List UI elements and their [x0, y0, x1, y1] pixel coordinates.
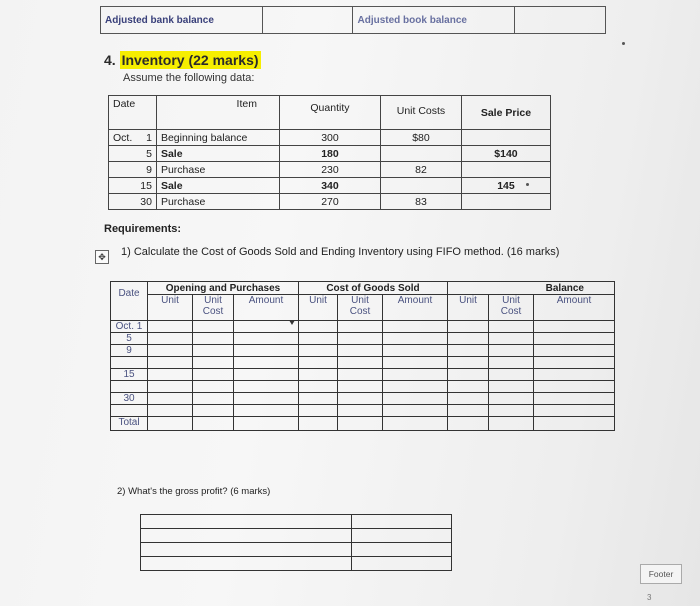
table-row: 15 [111, 369, 615, 381]
table-row: 5 [111, 333, 615, 345]
fifo-col-date: Date [111, 282, 148, 321]
adjusted-bank-balance-label: Adjusted bank balance [101, 7, 263, 34]
table-row: 15 Sale 340 145 [109, 178, 551, 194]
col-unit-costs: Unit Costs [380, 96, 461, 130]
footer-label[interactable]: Footer [640, 564, 682, 584]
table-row: 9 Purchase 230 82 [109, 162, 551, 178]
section-heading [104, 52, 261, 68]
table-row-total: Total [111, 417, 615, 431]
table-row: 30 Purchase 270 83 [109, 194, 551, 210]
table-row: 5 Sale 180 $140 [109, 146, 551, 162]
group-opening-purchases: Opening and Purchases [148, 282, 299, 295]
stray-dot [622, 42, 625, 45]
table-row: Oct. 1 Beginning balance 300 $80 [109, 130, 551, 146]
adjusted-book-balance-label: Adjusted book balance [353, 7, 515, 34]
inventory-data-table [108, 95, 551, 210]
assume-text: Assume the following data: [123, 72, 255, 84]
gross-profit-table [140, 514, 452, 571]
group-balance: Balance [448, 282, 615, 295]
requirement-2: 2) What's the gross profit? (6 marks) [117, 486, 271, 497]
adjusted-balance-table [100, 6, 606, 34]
col-date: Date [109, 96, 157, 130]
table-row: 30 [111, 393, 615, 405]
group-cogs: Cost of Goods Sold [299, 282, 448, 295]
requirements-title: Requirements: [104, 223, 182, 235]
col-quantity: Quantity [279, 96, 380, 130]
fifo-table: Date Opening and Purchases Cost of Goods Sold Balance Unit Unit Cost Amount Unit Unit Cost Amount Unit Unit Cost Amount Oct. 1 5 9 15 30 Total [110, 281, 615, 431]
table-move-handle-icon[interactable]: ✥ [95, 250, 109, 264]
requirement-1: 1) Calculate the Cost of Goods Sold and Ending Inventory using FIFO method. (16 marks) [121, 246, 560, 258]
col-item: Item [156, 96, 279, 130]
page-number: 3 [647, 593, 652, 602]
text-cursor-icon [289, 320, 295, 325]
stray-dot [526, 183, 529, 186]
table-row: 9 [111, 345, 615, 357]
section-title: Inventory (22 marks) [121, 52, 259, 68]
col-sale-price: Sale Price [461, 96, 550, 130]
section-number: 4. [104, 52, 116, 68]
table-row: Oct. 1 [111, 321, 615, 333]
